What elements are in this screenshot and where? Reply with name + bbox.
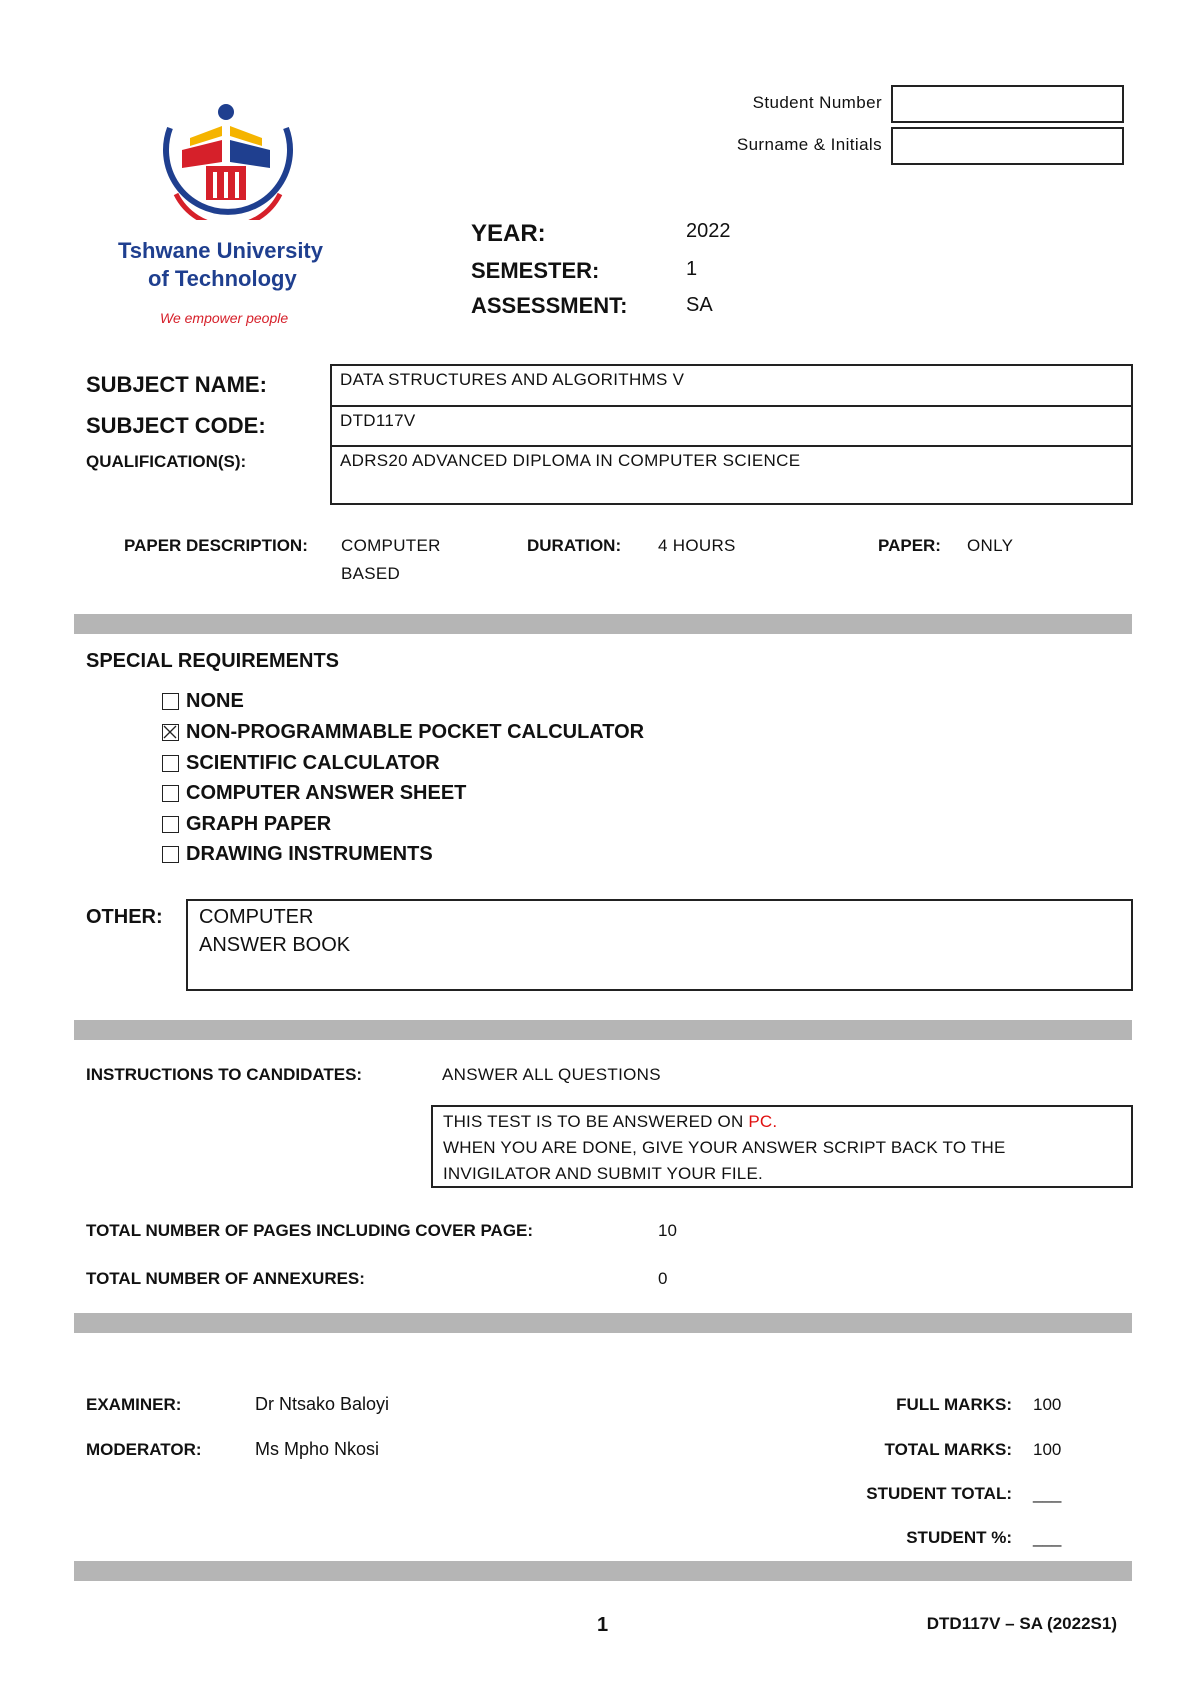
section-divider-bar [74,1561,1132,1581]
surname-label: Surname & Initials [736,135,882,154]
moderator-value: Ms Mpho Nkosi [255,1439,380,1459]
requirement-label: COMPUTER ANSWER SHEET [186,782,467,804]
instructions-highlight: PC. [748,1112,778,1131]
other-line2: ANSWER BOOK [199,934,351,956]
total-marks-label: TOTAL MARKS: [884,1440,1012,1459]
requirement-label: GRAPH PAPER [186,813,332,835]
full-marks-label: FULL MARKS: [896,1395,1012,1414]
examiner-value: Dr Ntsako Baloyi [255,1394,390,1414]
instructions-box-line2: WHEN YOU ARE DONE, GIVE YOUR ANSWER SCRIPT BACK TO THE [443,1138,1006,1157]
subject-name-value: DATA STRUCTURES AND ALGORITHMS V [340,370,685,389]
total-pages-label: TOTAL NUMBER OF PAGES INCLUDING COVER PAGE: [86,1221,534,1240]
instructions-value: ANSWER ALL QUESTIONS [442,1065,661,1084]
student-number-field[interactable] [891,85,1124,123]
checkbox-icon[interactable] [162,693,179,710]
paper-description-line1: COMPUTER [341,536,441,555]
assessment-label: ASSESSMENT: [471,293,628,318]
instructions-label: INSTRUCTIONS TO CANDIDATES: [86,1065,363,1084]
page-number: 1 [597,1614,609,1636]
other-box [186,899,1133,991]
student-number-label: Student Number [752,93,882,112]
instructions-box-line1 [443,1112,777,1132]
checked-checkbox-icon[interactable] [162,724,179,741]
university-logo [110,100,340,330]
checkbox-icon[interactable] [162,785,179,802]
requirement-item-graph-paper[interactable] [162,813,331,836]
total-annexures-label: TOTAL NUMBER OF ANNEXURES: [86,1269,365,1288]
requirement-label: DRAWING INSTRUMENTS [186,843,433,865]
instructions-line1-text: THIS TEST IS TO BE ANSWERED ON [443,1112,749,1131]
year-label: YEAR: [471,220,546,247]
student-total-value[interactable]: ___ [1033,1484,1062,1503]
subject-code-value: DTD117V [340,411,416,430]
student-percent-label: STUDENT %: [906,1528,1012,1547]
other-line1: COMPUTER [199,906,314,928]
moderator-label: MODERATOR: [86,1440,202,1459]
paper-value: ONLY [967,536,1014,555]
total-pages-value: 10 [658,1221,677,1240]
requirement-item-computer-answer-sheet[interactable] [162,782,466,805]
duration-value: 4 HOURS [658,536,736,555]
section-divider-bar [74,1313,1132,1333]
checkbox-icon[interactable] [162,816,179,833]
semester-label: SEMESTER: [471,258,600,283]
duration-label: DURATION: [527,536,622,555]
requirement-item-none[interactable] [162,690,244,713]
paper-description-label: PAPER DESCRIPTION: [124,536,308,555]
instructions-box [431,1105,1133,1188]
section-divider-bar [74,614,1132,634]
requirement-item-pocket-calculator[interactable] [162,721,644,744]
surname-field[interactable] [891,127,1124,165]
paper-label: PAPER: [878,536,941,555]
checkbox-icon[interactable] [162,846,179,863]
logo-name-line1: Tshwane University [118,238,323,263]
paper-description-line2: BASED [341,564,401,583]
section-divider-bar [74,1020,1132,1040]
logo-tagline: We empower people [160,310,289,326]
subject-code-label: SUBJECT CODE: [86,413,266,438]
requirement-label: NONE [186,690,244,712]
requirement-label: SCIENTIFIC CALCULATOR [186,752,440,774]
requirement-item-drawing-instruments[interactable] [162,843,433,866]
total-marks-value: 100 [1033,1440,1062,1459]
footer-code: DTD117V – SA (2022S1) [926,1614,1117,1633]
examiner-label: EXAMINER: [86,1395,182,1414]
year-value: 2022 [686,220,731,242]
full-marks-value: 100 [1033,1395,1062,1414]
student-percent-value[interactable]: ___ [1033,1528,1062,1547]
requirement-item-scientific-calculator[interactable] [162,752,440,775]
special-requirements-title: SPECIAL REQUIREMENTS [86,650,339,672]
logo-name-line2: of Technology [148,266,297,291]
requirement-label: NON-PROGRAMMABLE POCKET CALCULATOR [186,721,645,743]
qualification-label: QUALIFICATION(S): [86,452,247,471]
logo-emblem-icon [110,100,340,220]
total-annexures-value: 0 [658,1269,668,1288]
qualification-value: ADRS20 ADVANCED DIPLOMA IN COMPUTER SCIENCE [340,451,801,470]
subject-name-label: SUBJECT NAME: [86,372,267,397]
semester-value: 1 [686,258,698,280]
checkbox-icon[interactable] [162,755,179,772]
other-label: OTHER: [86,906,163,928]
assessment-value: SA [686,294,713,316]
student-total-label: STUDENT TOTAL: [866,1484,1012,1503]
instructions-box-line3: INVIGILATOR AND SUBMIT YOUR FILE. [443,1164,763,1183]
